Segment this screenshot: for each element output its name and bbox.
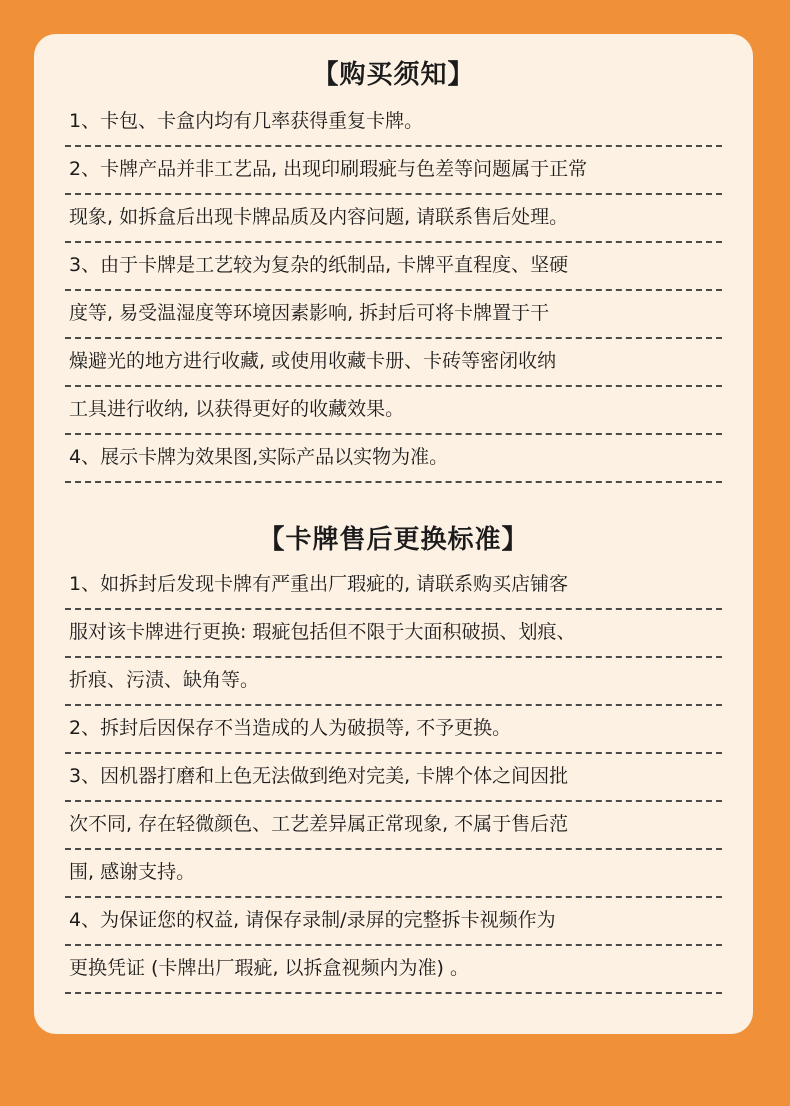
purchase-notice-line: 3、由于卡牌是工艺较为复杂的纸制品, 卡牌平直程度、坚硬 (65, 243, 722, 291)
notice-card (34, 34, 753, 1034)
purchase-notice-line: 度等, 易受温湿度等环境因素影响, 拆封后可将卡牌置于干 (65, 291, 722, 339)
after-sales-list (65, 562, 722, 994)
purchase-notice-list (65, 99, 722, 483)
purchase-notice-line: 燥避光的地方进行收藏, 或使用收藏卡册、卡砖等密闭收纳 (65, 339, 722, 387)
after-sales-line: 3、因机器打磨和上色无法做到绝对完美, 卡牌个体之间因批 (65, 754, 722, 802)
after-sales-title: 【卡牌售后更换标准】 (258, 525, 529, 555)
after-sales-line: 4、为保证您的权益, 请保存录制/录屏的完整拆卡视频作为 (65, 898, 722, 946)
after-sales-line: 次不同, 存在轻微颜色、工艺差异属正常现象, 不属于售后范 (65, 802, 722, 850)
after-sales-line: 围, 感谢支持。 (65, 850, 722, 898)
purchase-notice-line: 工具进行收纳, 以获得更好的收藏效果。 (65, 387, 722, 435)
after-sales-line: 折痕、污渍、缺角等。 (65, 658, 722, 706)
purchase-notice-title: 【购买须知】 (312, 60, 475, 90)
after-sales-line: 2、拆封后因保存不当造成的人为破损等, 不予更换。 (65, 706, 722, 754)
purchase-notice-line: 1、卡包、卡盒内均有几率获得重复卡牌。 (65, 99, 722, 147)
after-sales-line: 服对该卡牌进行更换: 瑕疵包括但不限于大面积破损、划痕、 (65, 610, 722, 658)
after-sales-line: 1、如拆封后发现卡牌有严重出厂瑕疵的, 请联系购买店铺客 (65, 562, 722, 610)
purchase-notice-line: 现象, 如拆盒后出现卡牌品质及内容问题, 请联系售后处理。 (65, 195, 722, 243)
after-sales-line: 更换凭证 (卡牌出厂瑕疵, 以拆盒视频内为准) 。 (65, 946, 722, 994)
purchase-notice-line: 4、展示卡牌为效果图,实际产品以实物为准。 (65, 435, 722, 483)
purchase-notice-line: 2、卡牌产品并非工艺品, 出现印刷瑕疵与色差等问题属于正常 (65, 147, 722, 195)
